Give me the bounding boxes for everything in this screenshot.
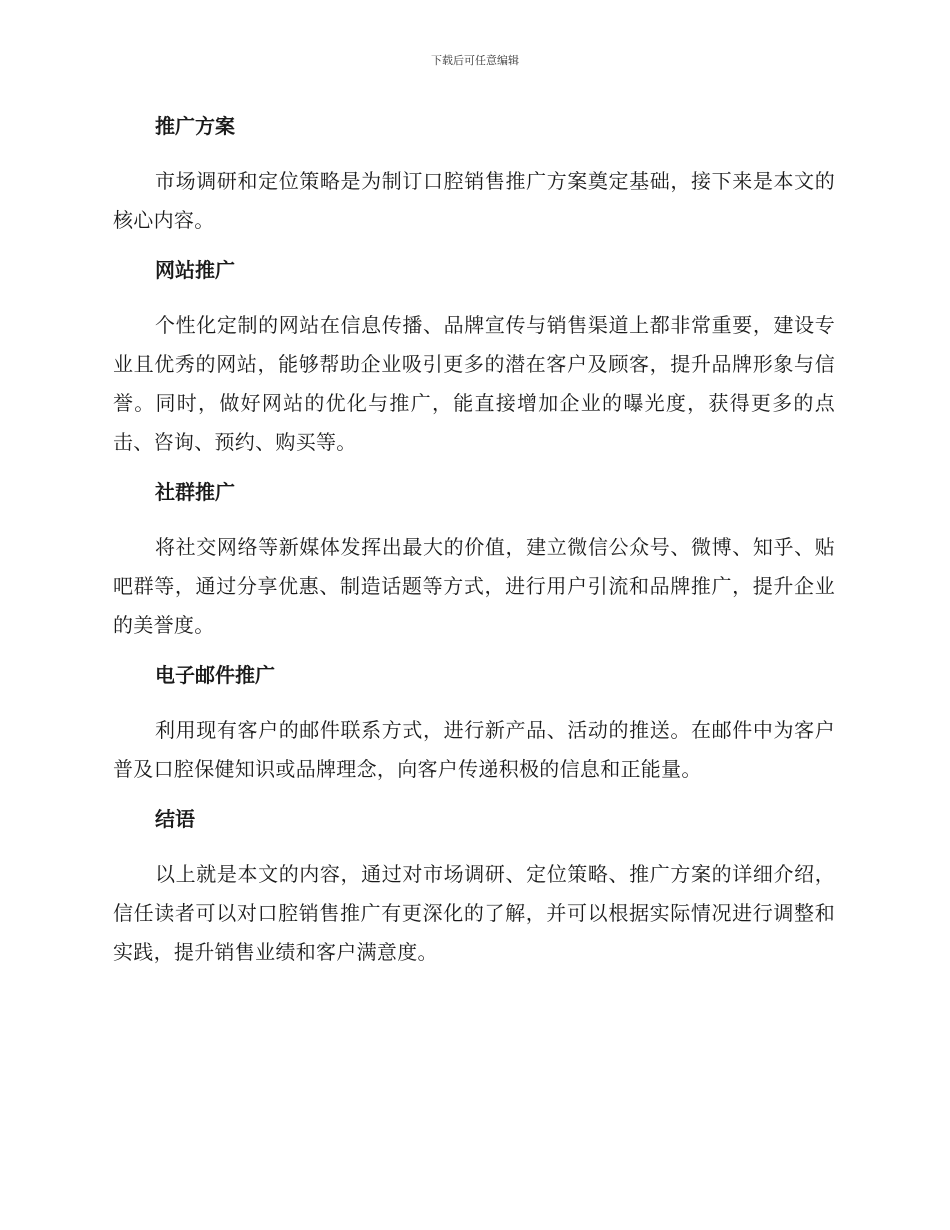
section-paragraph: 市场调研和定位策略是为制订口腔销售推广方案奠定基础，接下来是本文的核心内容。	[113, 169, 835, 232]
section-email-promotion	[113, 659, 835, 789]
section-conclusion	[113, 803, 835, 972]
section-paragraph: 以上就是本文的内容，通过对市场调研、定位策略、推广方案的详细介绍，信任读者可以对口腔销售推广有更深化的了解，并可以根据实际情况进行调整和实践，提升销售业绩和客户满意度。	[113, 862, 835, 964]
section-community-promotion	[113, 476, 835, 645]
section-heading: 社群推广	[155, 480, 235, 504]
section-paragraph: 利用现有客户的邮件联系方式，进行新产品、活动的推送。在邮件中为客户普及口腔保健知识或品牌理念，向客户传递积极的信息和正能量。	[113, 718, 835, 781]
section-heading: 网站推广	[155, 258, 235, 282]
section-heading: 电子邮件推广	[155, 663, 275, 687]
section-promotion-plan	[113, 110, 835, 240]
document-body	[113, 110, 835, 986]
section-paragraph: 个性化定制的网站在信息传播、品牌宣传与销售渠道上都非常重要，建设专业且优秀的网站，能够帮助企业吸引更多的潜在客户及顾客，提升品牌形象与信誉。同时，做好网站的优化与推广，能直接增加企业的曝光度，获得更多的点击、咨询、预约、购买等。	[113, 313, 835, 454]
section-website-promotion	[113, 254, 835, 462]
section-heading: 推广方案	[155, 114, 235, 138]
page-header: 下载后可任意编辑	[431, 54, 519, 67]
section-heading: 结语	[155, 807, 195, 831]
section-paragraph: 将社交网络等新媒体发挥出最大的价值，建立微信公众号、微博、知乎、贴吧群等，通过分享优惠、制造话题等方式，进行用户引流和品牌推广，提升企业的美誉度。	[113, 535, 835, 637]
